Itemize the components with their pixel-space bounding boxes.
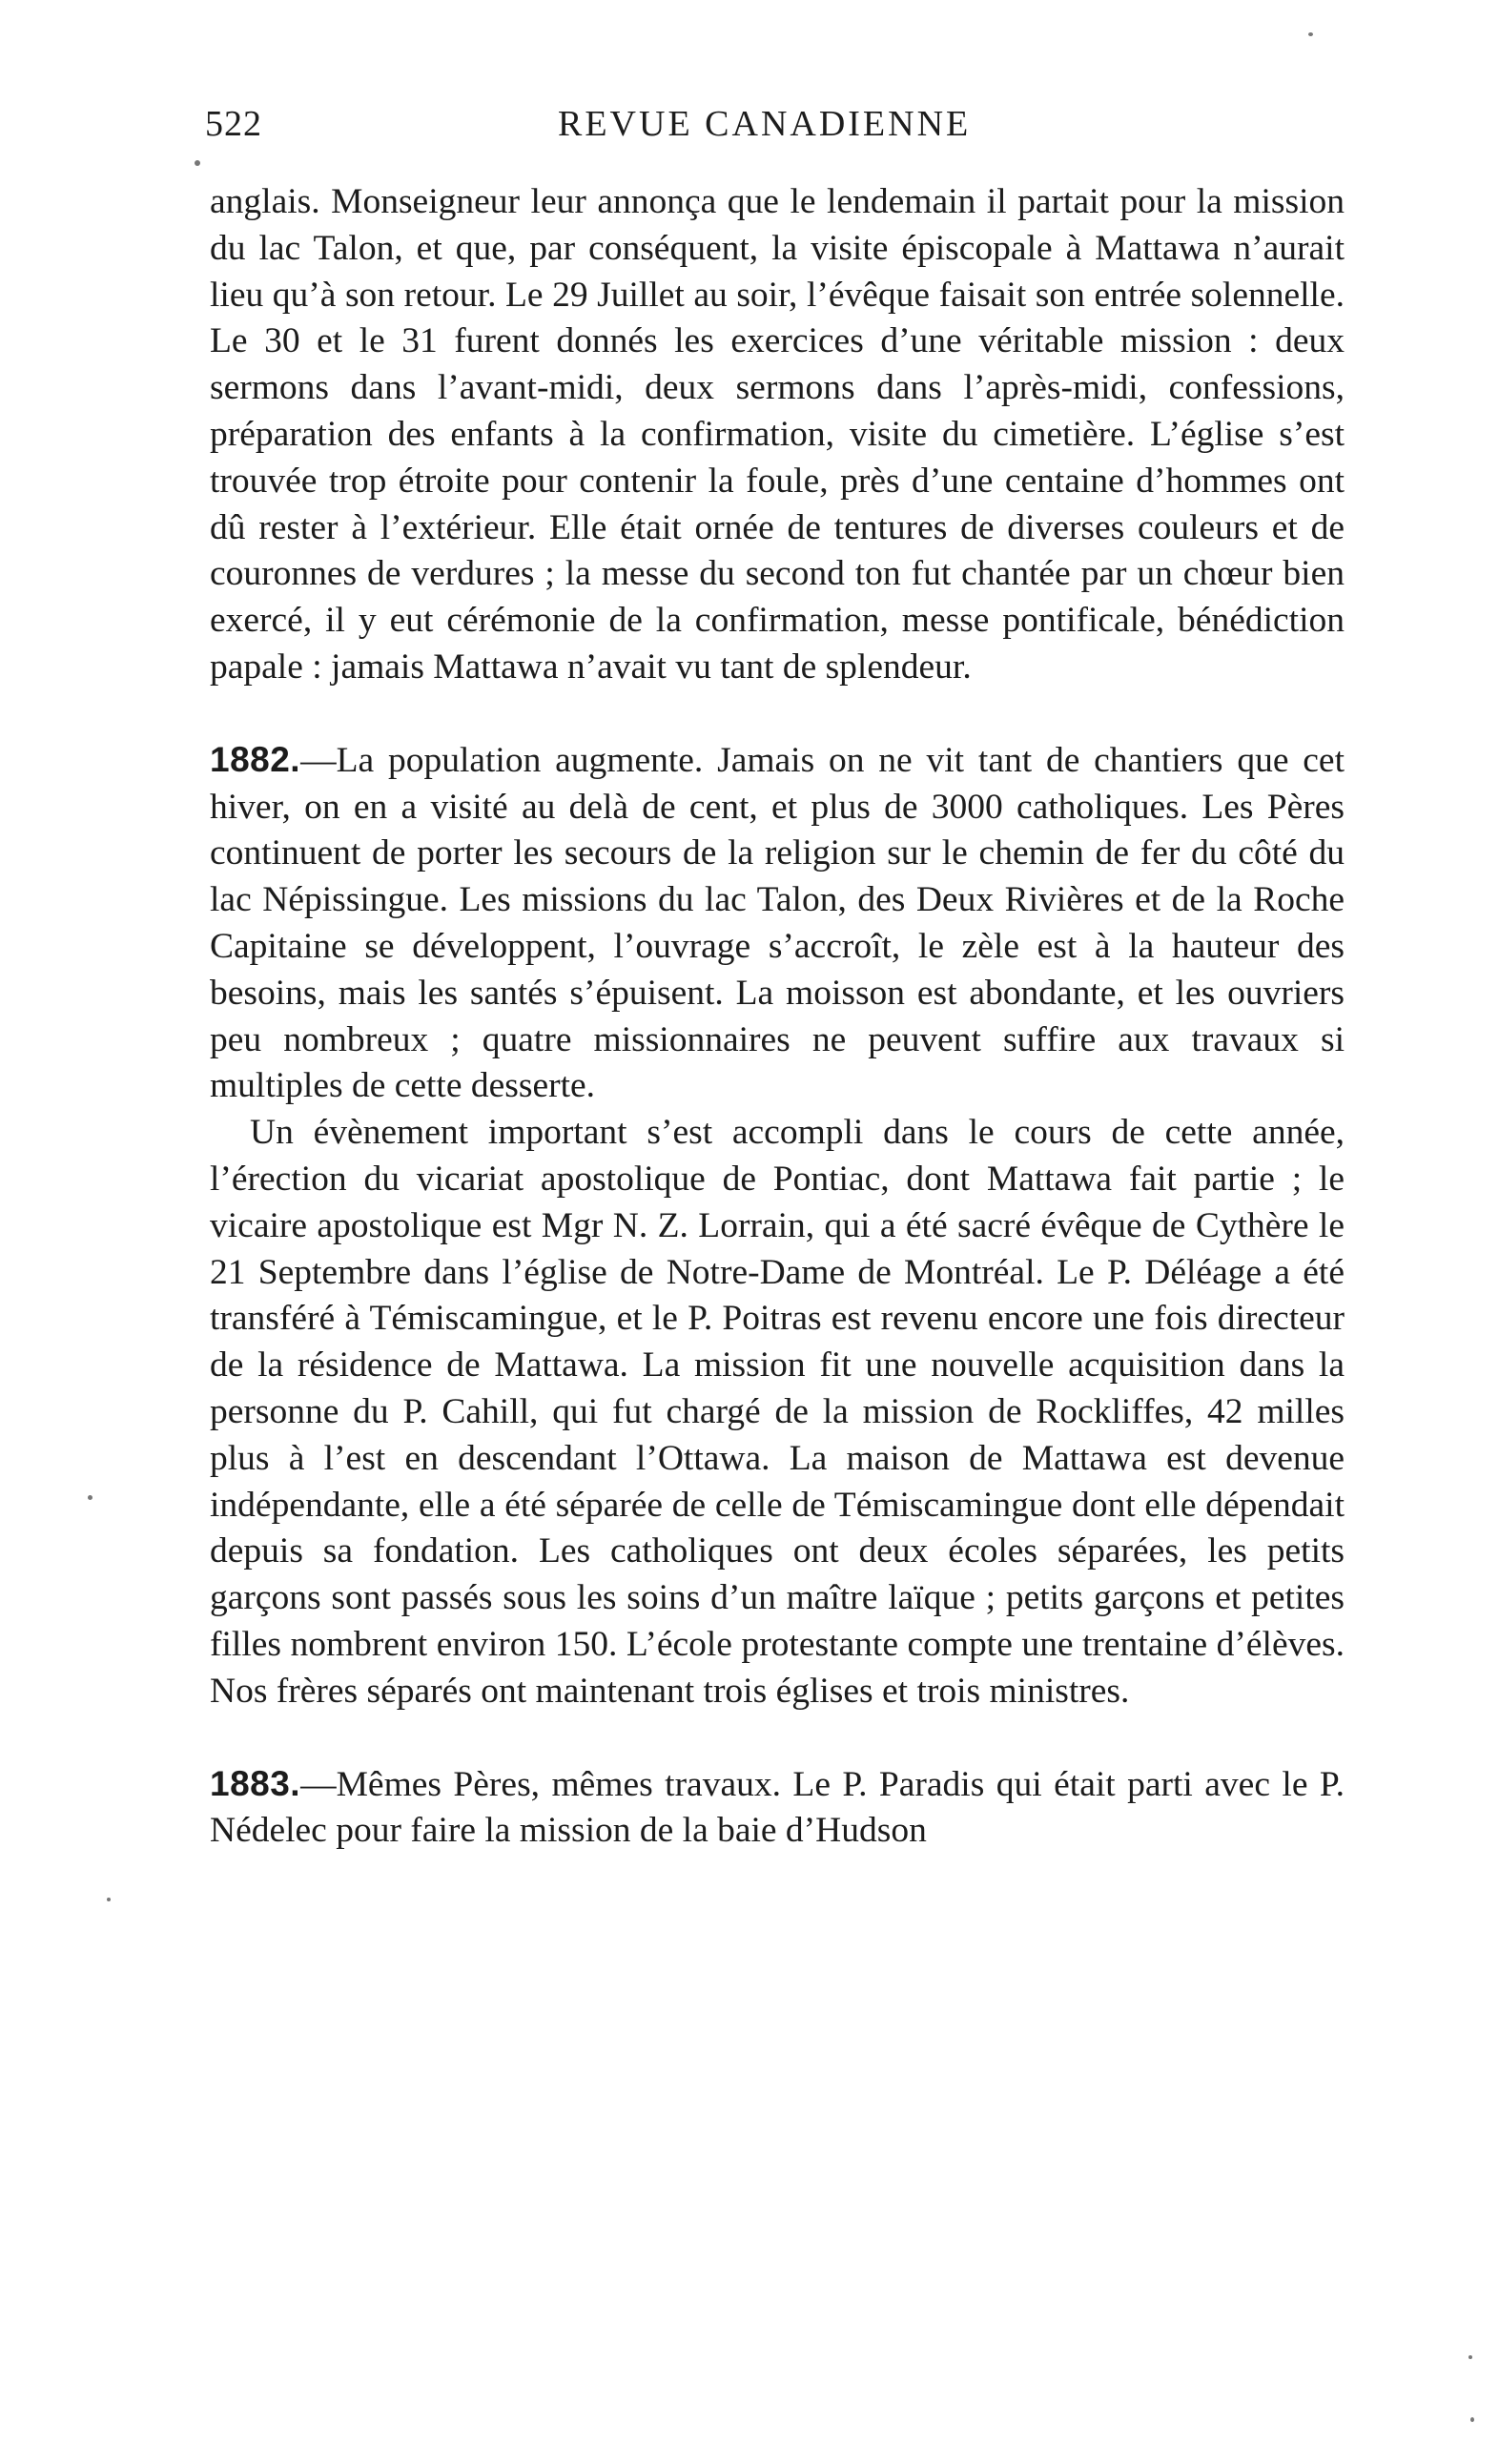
- page-number: 522: [205, 104, 262, 144]
- body-text: [210, 179, 1345, 1855]
- paragraph-1883: [210, 1761, 1345, 1856]
- year-heading-1882: 1882.: [210, 739, 301, 779]
- scan-speck: [1470, 2417, 1474, 2422]
- scan-speck: [1308, 32, 1313, 36]
- scan-speck: [88, 1495, 92, 1500]
- paragraph-3: Un évènement important s’est accompli dans le cours de cette année, l’érection du vicariat apostolique de Pontiac, dont Mattawa fait partie ; le vicaire apostolique est Mgr N. Z. Lorrain, qui a été sacré évêque de Cythère le 21 Septembre dans l’église de Notre-Dame de Montréal. Le P. Déléage a été transféré à Témiscamingue, et le P. Poitras est revenu encore une fois directeur de la résidence de Mattawa. La mission fit une nouvelle acquisition dans la personne du P. Cahill, qui fut chargé de la mission de Rockliffes, 42 milles plus à l’est en descendant l’Ottawa. La maison de Mattawa est devenue indépendante, elle a été séparée de celle de Témiscamingue dont elle dépendait depuis sa fondation. Les catholiques ont deux écoles séparées, les petits garçons sont passés sous les soins d’un maître laïque ; petits garçons et petites filles nombrent environ 150. L’école protestante compte une trentaine d’élèves. Nos frères séparés ont maintenant trois églises et trois ministres.: [210, 1113, 1345, 1711]
- scan-speck: [107, 1898, 111, 1901]
- page-header: [205, 103, 1349, 160]
- scan-speck: [195, 160, 200, 166]
- scan-speck: [1468, 2355, 1472, 2359]
- paragraph-1882-text: La population augmente. Jamais on ne vit tant de chantiers que cet hiver, on en a visité au delà de cent, et plus de 3000 catholiques. Les Pères continuent de porter les secours de la religion sur le chemin de fer du côté du lac Népissingue. Les missions du lac Talon, des Deux Rivières et de la Roche Capitaine se développent, l’ouvrage s’accroît, le zèle est à la hauteur des besoins, mais les santés s’épuisent. La moisson est abondante, et les ouvriers peu nombreux ; quatre missionnaires ne peuvent suffire aux travaux si multiples de cette desserte.: [210, 740, 1345, 1106]
- paragraph-1882: [210, 737, 1345, 1110]
- running-title: REVUE CANADIENNE: [558, 104, 972, 144]
- paragraph-1883-text: Mêmes Pères, mêmes travaux. Le P. Paradis qui était parti avec le P. Nédelec pour faire la mission de la baie d’Hudson: [210, 1764, 1345, 1851]
- year-heading-1883: 1883.: [210, 1763, 301, 1803]
- em-dash: —: [300, 740, 337, 780]
- em-dash: —: [300, 1764, 337, 1804]
- paragraph-1: anglais. Monseigneur leur annonça que le lendemain il partait pour la mission du lac Talon, et que, par conséquent, la visite épiscopale à Mattawa n’aurait lieu qu’à son retour. Le 29 Juillet au soir, l’évêque faisait son entrée solennelle. Le 30 et le 31 furent donnés les exercices d’une véritable mission : deux sermons dans l’avant-midi, deux sermons dans l’après-midi, confessions, préparation des enfants à la confirmation, visite du cimetière. L’église s’est trouvée trop étroite pour contenir la foule, près d’une centaine d’hommes ont dû rester à l’extérieur. Elle était ornée de tentures de diverses couleurs et de couronnes de verdures ; la messe du second ton fut chantée par un chœur bien exercé, il y eut cérémonie de la confirmation, messe pontificale, bénédiction papale : jamais Mattawa n’avait vu tant de splendeur.: [210, 182, 1345, 687]
